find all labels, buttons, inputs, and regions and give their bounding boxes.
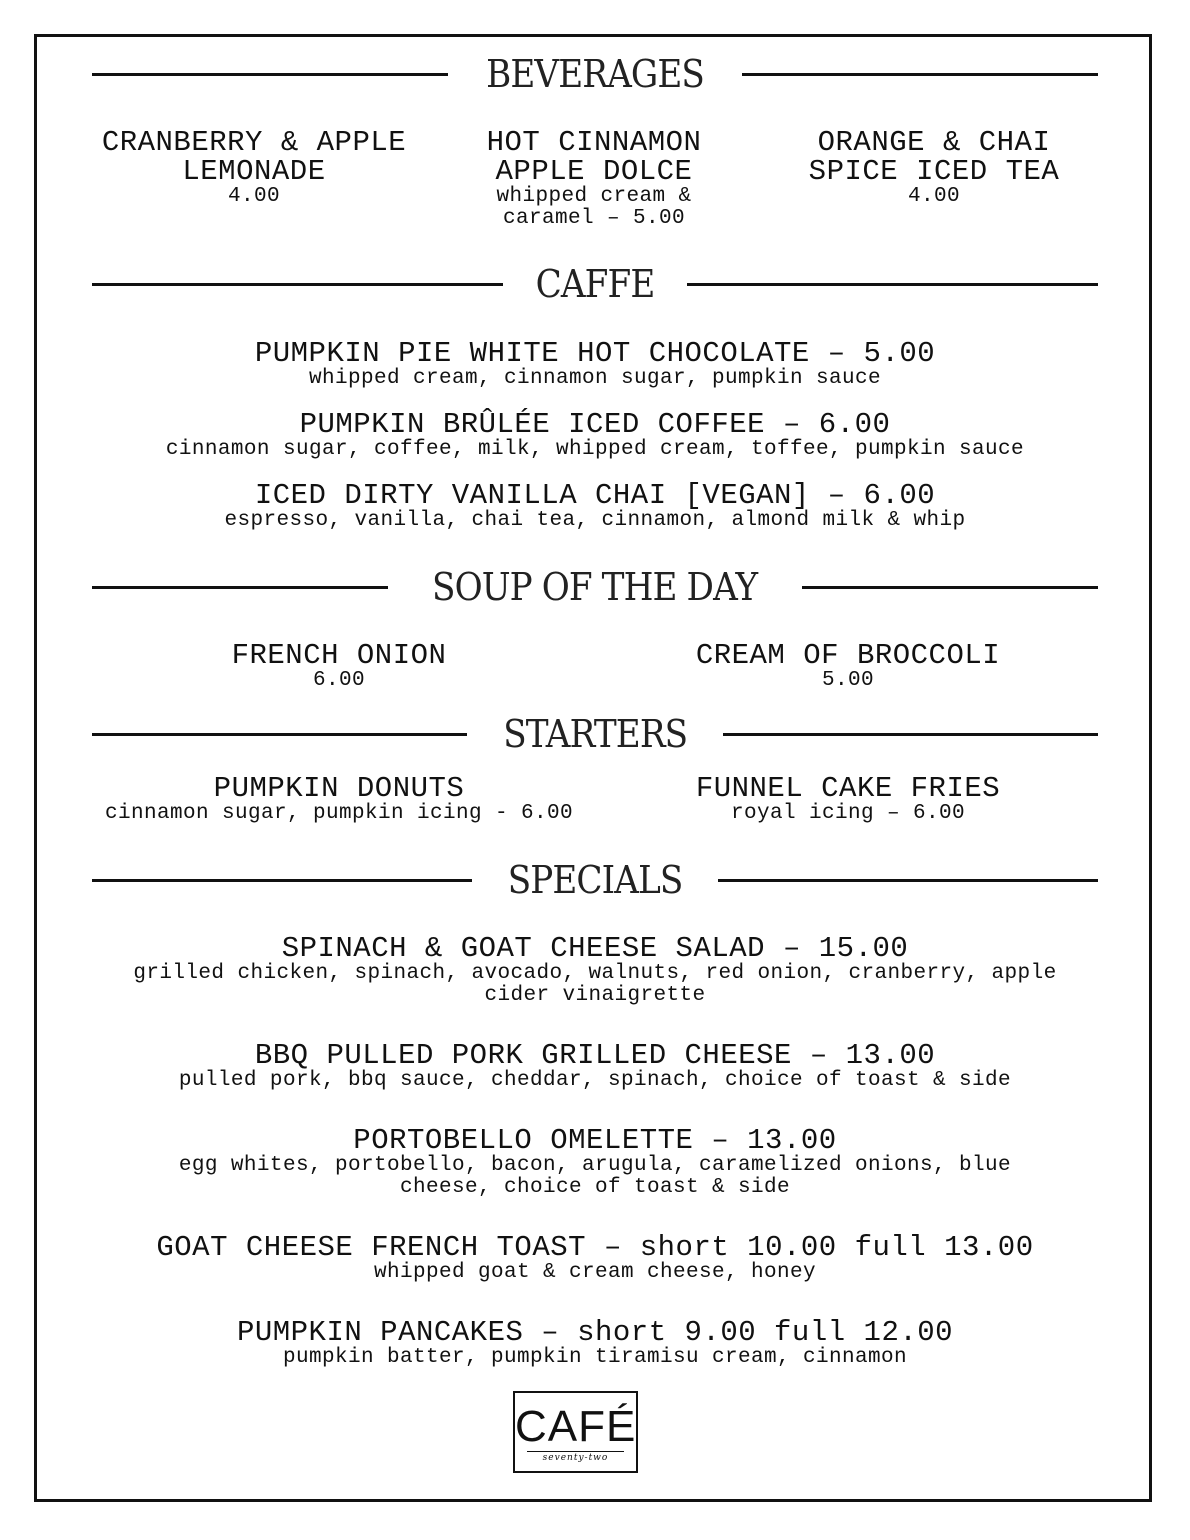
- menu-item-soup: [180, 641, 498, 692]
- menu-item-soup: [660, 641, 1036, 692]
- section-title: BEVERAGES: [486, 52, 704, 96]
- item-name: PUMPKIN PANCAKES – short 9.00 full 12.00: [236, 1316, 954, 1349]
- menu-item-caffe: [60, 410, 1130, 461]
- item-description: grilled chicken, spinach, avocado, walnuts, red onion, cranberry, apple cider vinaigrette: [133, 962, 1057, 1007]
- section-heading-beverages: [92, 44, 1098, 104]
- section-heading-starters: [92, 704, 1098, 764]
- menu-item-special: [140, 1126, 1050, 1199]
- item-name: CREAM OF BROCCOLI: [695, 639, 1001, 672]
- item-description: whipped goat & cream cheese, honey: [373, 1261, 817, 1284]
- item-name: FRENCH ONION: [231, 639, 447, 672]
- item-description: pumpkin batter, pumpkin tiramisu cream, cinnamon: [282, 1346, 908, 1369]
- item-description: royal icing – 6.00: [730, 802, 966, 825]
- section-heading-soup: [92, 557, 1098, 617]
- item-name: CRANBERRY & APPLE LEMONADE: [101, 126, 407, 188]
- menu-item-beverage: [796, 128, 1072, 208]
- menu-item-beverage: [92, 128, 416, 208]
- divider-line: [718, 879, 1098, 882]
- menu-item-caffe: [60, 339, 1130, 390]
- item-name: ORANGE & CHAI SPICE ICED TEA: [808, 126, 1060, 188]
- divider-line: [92, 733, 467, 736]
- logo-brand: CAFÉ: [515, 1402, 637, 1451]
- menu-item-caffe: [60, 481, 1130, 532]
- item-name: GOAT CHEESE FRENCH TOAST – short 10.00 full 13.00: [156, 1231, 1034, 1264]
- section-title: SOUP OF THE DAY: [432, 565, 758, 609]
- cafe-logo: [513, 1391, 638, 1473]
- section-title: SPECIALS: [507, 858, 683, 902]
- divider-line: [92, 879, 472, 882]
- item-name: PUMPKIN BRÛLÉE ICED COFFEE – 6.00: [299, 408, 891, 441]
- section-heading-specials: [92, 850, 1098, 910]
- divider-line: [92, 283, 503, 286]
- menu-item-special: [95, 934, 1095, 1007]
- divider-line: [92, 73, 448, 76]
- menu-item-special: [60, 1233, 1130, 1284]
- item-name: HOT CINNAMON APPLE DOLCE: [486, 126, 702, 188]
- menu-item-starter: [660, 774, 1036, 825]
- item-name: PUMPKIN DONUTS: [213, 772, 465, 805]
- divider-line: [687, 283, 1098, 286]
- section-heading-caffe: [92, 254, 1098, 314]
- section-title: STARTERS: [503, 712, 687, 756]
- item-description: espresso, vanilla, chai tea, cinnamon, almond milk & whip: [224, 509, 966, 532]
- divider-line: [742, 73, 1098, 76]
- menu-item-beverage: [474, 128, 714, 230]
- item-description: cinnamon sugar, coffee, milk, whipped cream, toffee, pumpkin sauce: [165, 438, 1025, 461]
- menu-item-special: [60, 1318, 1130, 1369]
- item-name: PORTOBELLO OMELETTE – 13.00: [353, 1124, 837, 1157]
- menu-item-starter: [78, 774, 600, 825]
- item-description: egg whites, portobello, bacon, arugula, caramelized onions, blue cheese, choice of toast & side: [178, 1154, 1012, 1199]
- item-price: 4.00: [907, 185, 960, 208]
- item-name: BBQ PULLED PORK GRILLED CHEESE – 13.00: [254, 1039, 936, 1072]
- divider-line: [723, 733, 1098, 736]
- item-price: 5.00: [821, 669, 874, 692]
- item-name: PUMPKIN PIE WHITE HOT CHOCOLATE – 5.00: [254, 337, 936, 370]
- item-price: 6.00: [312, 669, 365, 692]
- item-description: whipped cream, cinnamon sugar, pumpkin sauce: [308, 367, 882, 390]
- item-name: ICED DIRTY VANILLA CHAI [VEGAN] – 6.00: [254, 479, 936, 512]
- section-title: CAFFE: [535, 262, 655, 306]
- item-description: pulled pork, bbq sauce, cheddar, spinach, choice of toast & side: [178, 1069, 1012, 1092]
- item-price: 4.00: [227, 185, 280, 208]
- item-description: whipped cream & caramel – 5.00: [496, 185, 692, 230]
- menu-item-special: [60, 1041, 1130, 1092]
- item-name: FUNNEL CAKE FRIES: [695, 772, 1001, 805]
- logo-tagline: seventy-two: [527, 1451, 624, 1464]
- item-name: SPINACH & GOAT CHEESE SALAD – 15.00: [281, 932, 909, 965]
- divider-line: [92, 586, 388, 589]
- divider-line: [802, 586, 1098, 589]
- item-description: cinnamon sugar, pumpkin icing - 6.00: [104, 802, 574, 825]
